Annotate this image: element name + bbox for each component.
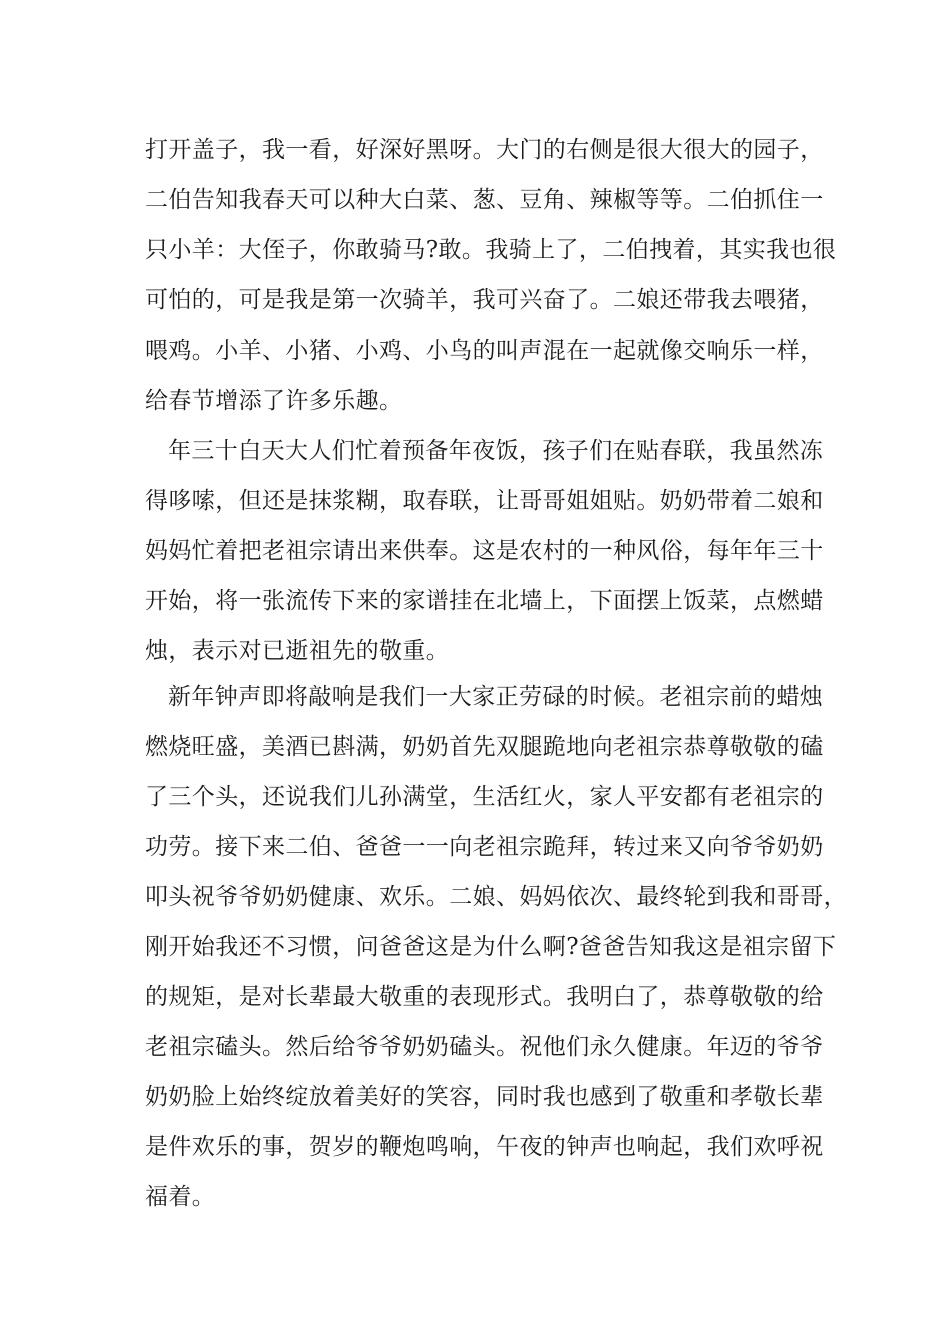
text-line: 燃烧旺盛，美酒已斟满，奶奶首先双腿跪地向老祖宗恭尊敬敬的磕: [145, 734, 824, 760]
text-line: 烛，表示对已逝祖先的敬重。: [145, 638, 450, 664]
text-line: 开始，将一张流传下来的家谱挂在北墙上，下面摆上饭菜，点燃蜡: [145, 588, 824, 614]
text-line: 了三个头，还说我们儿孙满堂，生活红火，家人平安都有老祖宗的: [145, 784, 824, 810]
text-line: 奶奶脸上始终绽放着美好的笑容，同时我也感到了敬重和孝敬长辈: [145, 1084, 824, 1110]
text-line: 妈妈忙着把老祖宗请出来供奉。这是农村的一种风俗，每年年三十: [145, 538, 824, 564]
paragraph-first-line: 年三十白天大人们忙着预备年夜饭，孩子们在贴春联，我虽然冻: [168, 438, 824, 464]
paragraph-first-line: 新年钟声即将敲响是我们一大家正劳碌的时候。老祖宗前的蜡烛: [168, 684, 824, 710]
text-line: 功劳。接下来二伯、爸爸一一向老祖宗跪拜，转过来又向爷爷奶奶: [145, 834, 824, 860]
text-line: 可怕的，可是我是第一次骑羊，我可兴奋了。二娘还带我去喂猪，: [145, 287, 824, 313]
text-line: 是件欢乐的事，贺岁的鞭炮鸣响，午夜的钟声也响起，我们欢呼祝: [145, 1134, 824, 1160]
text-line: 得哆嗦，但还是抹浆糊，取春联，让哥哥姐姐贴。奶奶带着二娘和: [145, 488, 824, 514]
text-line: 老祖宗磕头。然后给爷爷奶奶磕头。祝他们永久健康。年迈的爷爷: [145, 1034, 824, 1060]
text-line: 刚开始我还不习惯，问爸爸这是为什么啊?爸爸告知我这是祖宗留下: [145, 934, 837, 960]
text-line: 的规矩，是对长辈最大敬重的表现形式。我明白了，恭尊敬敬的给: [145, 984, 824, 1010]
text-line: 喂鸡。小羊、小猪、小鸡、小鸟的叫声混在一起就像交响乐一样，: [145, 338, 824, 364]
text-line: 二伯告知我春天可以种大白菜、葱、豆角、辣椒等等。二伯抓住一: [145, 187, 824, 213]
text-line: 叩头祝爷爷奶奶健康、欢乐。二娘、妈妈依次、最终轮到我和哥哥，: [145, 884, 847, 910]
text-line: 只小羊：大侄子，你敢骑马?敢。我骑上了，二伯拽着，其实我也很: [145, 237, 837, 263]
text-line: 福着。: [145, 1184, 216, 1210]
text-line: 给春节增添了许多乐趣。: [145, 388, 403, 414]
text-line: 打开盖子，我一看，好深好黑呀。大门的右侧是很大很大的园子，: [145, 137, 824, 163]
